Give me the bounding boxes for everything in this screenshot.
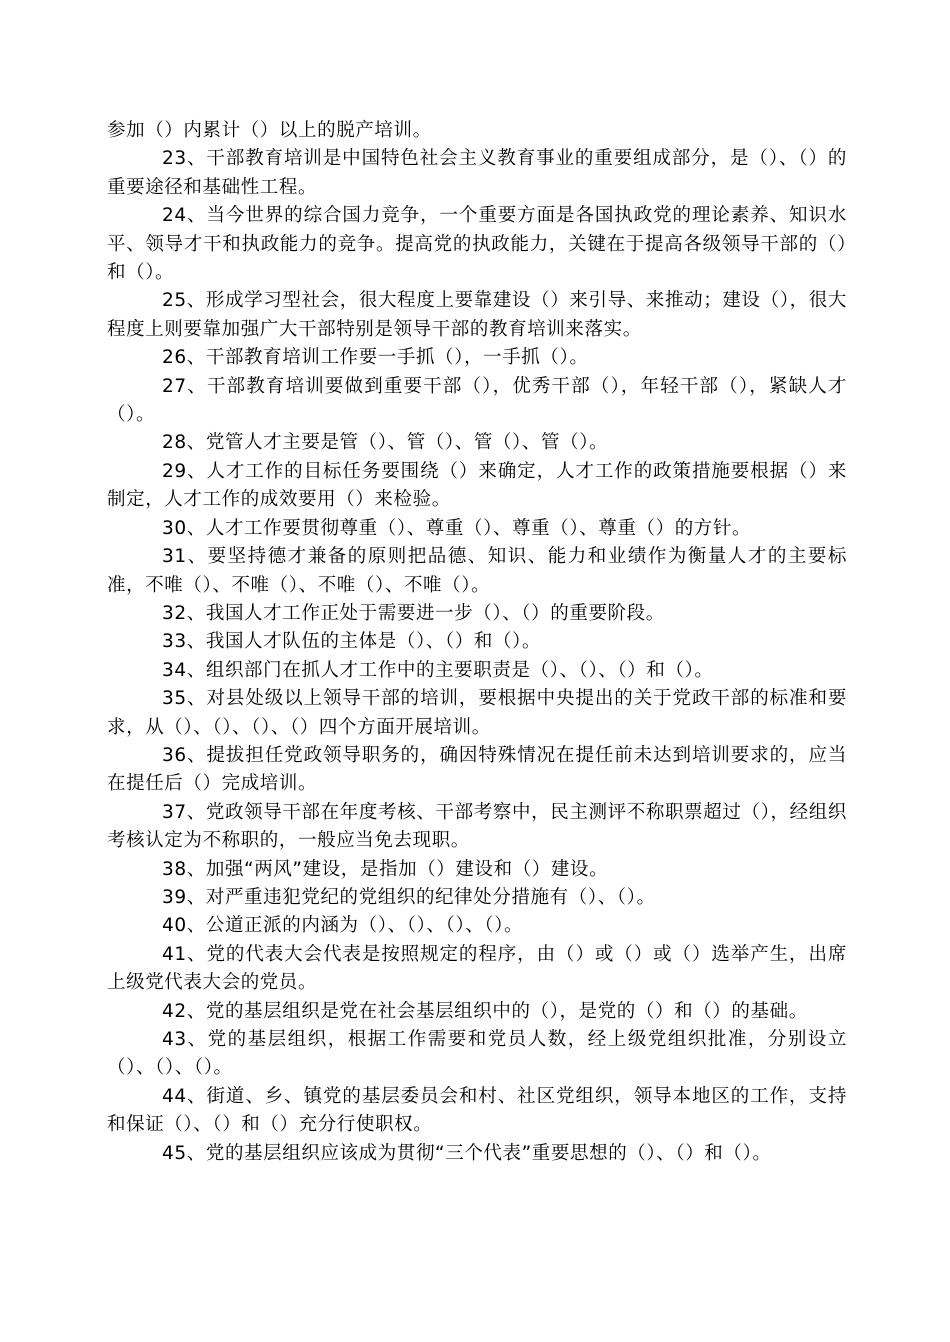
document-body bbox=[107, 117, 847, 1168]
question-41: 41、党的代表大会代表是按照规定的程序，由（）或（）或（）选举产生，出席上级党代表大会的党员。 bbox=[107, 943, 847, 994]
question-43: 43、党的基层组织，根据工作需要和党员人数，经上级党组织批准，分别设立（）、（）、（）。 bbox=[107, 1029, 847, 1079]
question-36: 36、提拔担任党政领导职务的，确因特殊情况在提任前未达到培训要求的，应当在提任后（）完成培训。 bbox=[107, 744, 847, 795]
question-37: 37、党政领导干部在年度考核、干部考察中，民主测评不称职票超过（），经组织考核认定为不称职的，一般应当免去现职。 bbox=[107, 801, 847, 852]
question-31: 31、要坚持德才兼备的原则把品德、知识、能力和业绩作为衡量人才的主要标准，不唯（）、不唯（）、不唯（）、不唯（）。 bbox=[107, 546, 847, 596]
question-34: 34、组织部门在抓人才工作中的主要职责是（）、（）、（）和（）。 bbox=[162, 659, 714, 681]
question-27: 27、干部教育培训要做到重要干部（），优秀干部（），年轻干部（），紧缺人才（）。 bbox=[107, 375, 847, 426]
question-23: 23、干部教育培训是中国特色社会主义教育事业的重要组成部分，是（）、（）的重要途径和基础性工程。 bbox=[107, 148, 847, 198]
question-30: 30、人才工作要贯彻尊重（）、尊重（）、尊重（）、尊重（）的方针。 bbox=[162, 517, 752, 539]
question-33: 33、我国人才队伍的主体是（）、（）和（）。 bbox=[162, 631, 541, 653]
question-32: 32、我国人才工作正处于需要进一步（）、（）的重要阶段。 bbox=[162, 602, 665, 624]
question-28: 28、党管人才主要是管（）、管（）、管（）、管（）。 bbox=[162, 432, 609, 454]
question-25: 25、形成学习型社会，很大程度上要靠建设（）来引导、来推动；建设（），很大程度上则要靠加强广大干部特别是领导干部的教育培训来落实。 bbox=[107, 290, 847, 340]
question-35: 35、对县处级以上领导干部的培训，要根据中央提出的关于党政干部的标准和要求，从（）、（）、（）、（）四个方面开展培训。 bbox=[107, 688, 847, 738]
paragraph-continuation: 参加（）内累计（）以上的脱产培训。 bbox=[107, 120, 432, 141]
question-40: 40、公道正派的内涵为（）、（）、（）、（）。 bbox=[162, 915, 524, 937]
question-26: 26、干部教育培训工作要一手抓（），一手抓（）。 bbox=[162, 347, 589, 369]
question-24: 24、当今世界的综合国力竞争，一个重要方面是各国执政党的理论素养、知识水平、领导才干和执政能力的竞争。提高党的执政能力，关键在于提高各级领导干部的（）和（）。 bbox=[107, 205, 847, 284]
question-29: 29、人才工作的目标任务要围绕（）来确定，人才工作的政策措施要根据（）来制定，人才工作的成效要用（）来检验。 bbox=[107, 460, 847, 511]
question-45: 45、党的基层组织应该成为贯彻“三个代表”重要思想的（）、（）和（）。 bbox=[162, 1142, 772, 1164]
question-39: 39、对严重违犯党纪的党组织的纪律处分措施有（）、（）。 bbox=[162, 886, 656, 908]
question-44: 44、街道、乡、镇党的基层委员会和村、社区党组织，领导本地区的工作，支持和保证（）、（）和（）充分行使职权。 bbox=[107, 1085, 847, 1136]
question-42: 42、党的基层组织是党在社会基层组织中的（），是党的（）和（）的基础。 bbox=[162, 1000, 808, 1022]
question-38: 38、加强“两风”建设，是指加（）建设和（）建设。 bbox=[162, 858, 609, 880]
